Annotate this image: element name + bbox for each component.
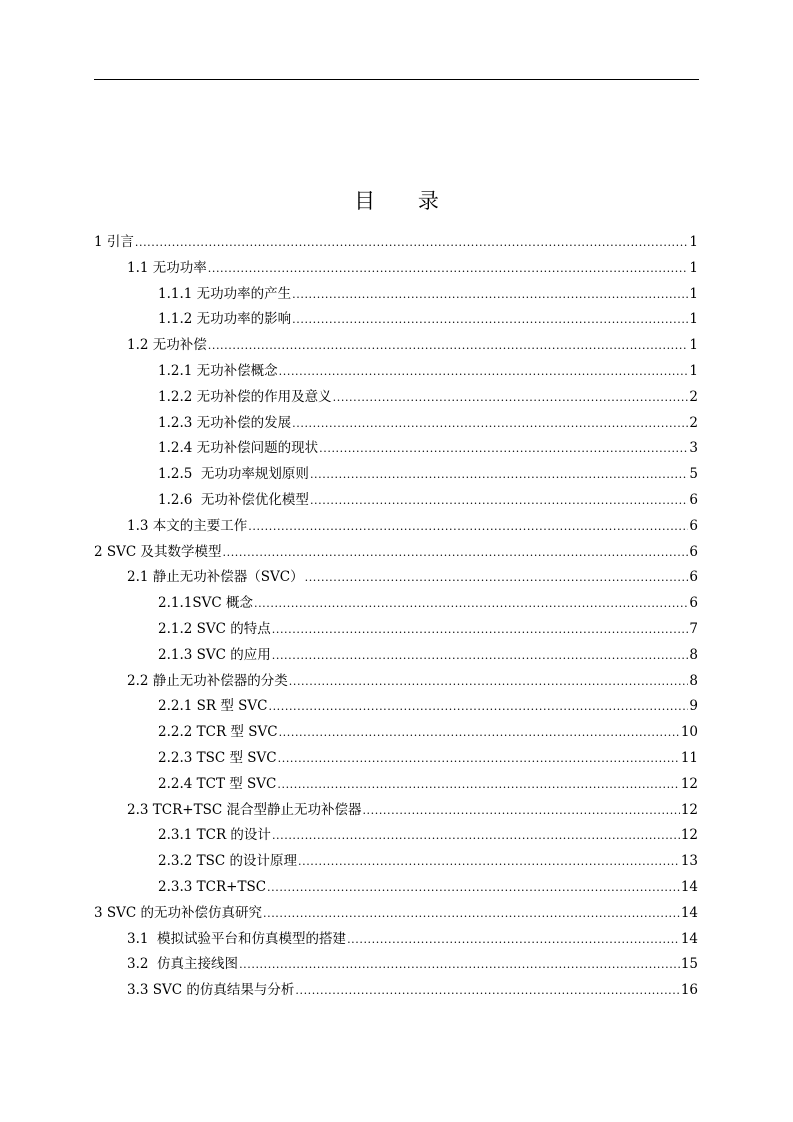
toc-dot-leader [279, 359, 689, 385]
toc-entry-page-number: 3 [689, 440, 698, 457]
toc-entry-page-number: 10 [680, 724, 698, 741]
toc-dot-leader [279, 720, 680, 746]
toc-entry-label: 2.3.3 TCR+TSC [158, 878, 267, 895]
toc-entry[interactable] [94, 540, 698, 566]
toc-entry-page-number: 5 [689, 466, 698, 483]
toc-dot-leader [289, 669, 689, 695]
toc-entry[interactable] [94, 927, 698, 953]
toc-entry-page-number: 1 [689, 285, 698, 302]
toc-dot-leader [295, 978, 679, 1004]
toc-dot-leader [208, 333, 689, 359]
toc-entry-page-number: 1 [689, 234, 698, 250]
toc-entry-label: 2.2 静止无功补偿器的分类 [127, 672, 288, 689]
toc-dot-leader [254, 591, 688, 617]
toc-entry[interactable] [94, 617, 698, 643]
toc-entry-label: 3.3 SVC 的仿真结果与分析 [127, 982, 295, 999]
toc-dot-leader [292, 307, 688, 333]
toc-entry-page-number: 1 [689, 311, 698, 328]
toc-entry-label: 3.1 模拟试验平台和仿真模型的搭建 [127, 930, 347, 947]
toc-entry-label: 2.1.3 SVC 的应用 [158, 646, 271, 663]
toc-dot-leader [272, 823, 680, 849]
toc-entry[interactable] [94, 978, 698, 1004]
toc-entry[interactable] [94, 798, 698, 824]
toc-entry[interactable] [94, 591, 698, 617]
toc-entry-page-number: 9 [689, 698, 698, 715]
toc-dot-leader [305, 565, 689, 591]
toc-dot-leader [310, 488, 688, 514]
toc-entry[interactable] [94, 333, 698, 359]
toc-dot-leader [319, 436, 688, 462]
toc-entry[interactable] [94, 307, 698, 333]
toc-entry-page-number: 6 [689, 595, 698, 612]
toc-entry-label: 2.1.1SVC 概念 [158, 595, 253, 612]
toc-entry-page-number: 14 [680, 930, 698, 947]
toc-dot-leader [223, 540, 689, 566]
toc-entry-page-number: 11 [680, 749, 698, 766]
toc-entry-page-number: 14 [680, 878, 698, 895]
toc-entry-label: 1.2 无功补偿 [127, 337, 207, 354]
toc-entry[interactable] [94, 462, 698, 488]
toc-entry-label: 1.3 本文的主要工作 [127, 517, 248, 534]
toc-dot-leader [278, 746, 680, 772]
toc-entry[interactable] [94, 849, 698, 875]
toc-entry[interactable] [94, 565, 698, 591]
toc-dot-leader [272, 643, 689, 669]
toc-entry-page-number: 12 [680, 827, 698, 844]
toc-entry-label: 1.2.5 无功功率规划原则 [158, 466, 309, 483]
toc-entry-page-number: 12 [680, 801, 698, 818]
toc-dot-leader [267, 875, 680, 901]
toc-entry-page-number: 1 [689, 362, 698, 379]
toc-entry-page-number: 6 [689, 543, 698, 560]
toc-entry[interactable] [94, 720, 698, 746]
toc-entry[interactable] [94, 385, 698, 411]
toc-entry-label: 2 SVC 及其数学模型 [94, 543, 222, 560]
toc-entry[interactable] [94, 746, 698, 772]
toc-entry-label: 3 SVC 的无功补偿仿真研究 [94, 904, 262, 921]
toc-entry-label: 2.1 静止无功补偿器（SVC） [127, 569, 304, 586]
toc-entry[interactable] [94, 823, 698, 849]
toc-entry-label: 2.2.4 TCT 型 SVC [158, 775, 277, 792]
toc-dot-leader [310, 462, 688, 488]
toc-entry-page-number: 7 [689, 620, 698, 637]
toc-entry-label: 2.2.2 TCR 型 SVC [158, 724, 278, 741]
toc-entry-label: 1.1 无功功率 [127, 259, 207, 276]
toc-entry-label: 2.3.1 TCR 的设计 [158, 827, 271, 844]
page-title: 目 录 [354, 189, 457, 213]
toc-entry-page-number: 6 [689, 517, 698, 534]
toc-entry-page-number: 6 [689, 569, 698, 586]
toc-entry[interactable] [94, 772, 698, 798]
toc-entry-page-number: 8 [689, 672, 698, 689]
toc-entry-label: 1.1.2 无功功率的影响 [158, 311, 292, 328]
toc-entry[interactable] [94, 359, 698, 385]
toc-entry[interactable] [94, 514, 698, 540]
toc-dot-leader [239, 952, 680, 978]
toc-entry-page-number: 16 [680, 982, 698, 999]
toc-entry-page-number: 13 [680, 853, 698, 870]
toc-dot-leader [298, 849, 680, 875]
toc-entry-page-number: 8 [689, 646, 698, 663]
toc-entry-label: 2.2.1 SR 型 SVC [158, 698, 268, 715]
table-of-contents [94, 230, 698, 1004]
toc-dot-leader [208, 256, 689, 282]
toc-entry-page-number: 1 [689, 337, 698, 354]
toc-dot-leader [263, 901, 680, 927]
toc-dot-leader [268, 694, 688, 720]
toc-entry[interactable] [94, 875, 698, 901]
toc-entry-label: 1.2.3 无功补偿的发展 [158, 414, 292, 431]
toc-entry-page-number: 14 [680, 904, 698, 921]
toc-dot-leader [347, 927, 680, 953]
toc-entry-label: 2.1.2 SVC 的特点 [158, 620, 271, 637]
toc-entry-label: 2.3.2 TSC 的设计原理 [158, 853, 298, 870]
toc-entry[interactable] [94, 669, 698, 695]
toc-dot-leader [292, 411, 688, 437]
toc-entry-page-number: 1 [689, 259, 698, 276]
toc-entry-page-number: 12 [680, 775, 698, 792]
toc-dot-leader [248, 514, 688, 540]
toc-entry[interactable] [94, 488, 698, 514]
toc-entry[interactable] [94, 230, 698, 256]
toc-dot-leader [272, 617, 689, 643]
toc-entry[interactable] [94, 952, 698, 978]
toc-dot-leader [362, 798, 679, 824]
toc-dot-leader [333, 385, 689, 411]
toc-entry-label: 1.2.4 无功补偿问题的现状 [158, 440, 319, 457]
toc-entry-page-number: 6 [689, 491, 698, 508]
toc-entry-label: 2.3 TCR+TSC 混合型静止无功补偿器 [127, 801, 362, 818]
toc-entry-page-number: 15 [680, 956, 698, 973]
toc-entry[interactable] [94, 282, 698, 308]
toc-dot-leader [292, 282, 688, 308]
toc-dot-leader [135, 230, 689, 256]
toc-entry-label: 1 引言 [94, 234, 134, 250]
toc-entry-label: 1.2.6 无功补偿优化模型 [158, 491, 309, 508]
toc-entry[interactable] [94, 901, 698, 927]
header-rule [94, 79, 699, 80]
toc-entry[interactable] [94, 256, 698, 282]
toc-entry-page-number: 2 [689, 414, 698, 431]
toc-entry-label: 1.2.1 无功补偿概念 [158, 362, 278, 379]
toc-entry[interactable] [94, 694, 698, 720]
toc-entry[interactable] [94, 643, 698, 669]
toc-entry-label: 1.1.1 无功功率的产生 [158, 285, 292, 302]
toc-entry-label: 3.2 仿真主接线图 [127, 956, 239, 973]
toc-dot-leader [277, 772, 679, 798]
toc-entry[interactable] [94, 436, 698, 462]
toc-entry-page-number: 2 [689, 388, 698, 405]
toc-entry-label: 1.2.2 无功补偿的作用及意义 [158, 388, 332, 405]
toc-entry-label: 2.2.3 TSC 型 SVC [158, 749, 277, 766]
toc-entry[interactable] [94, 411, 698, 437]
